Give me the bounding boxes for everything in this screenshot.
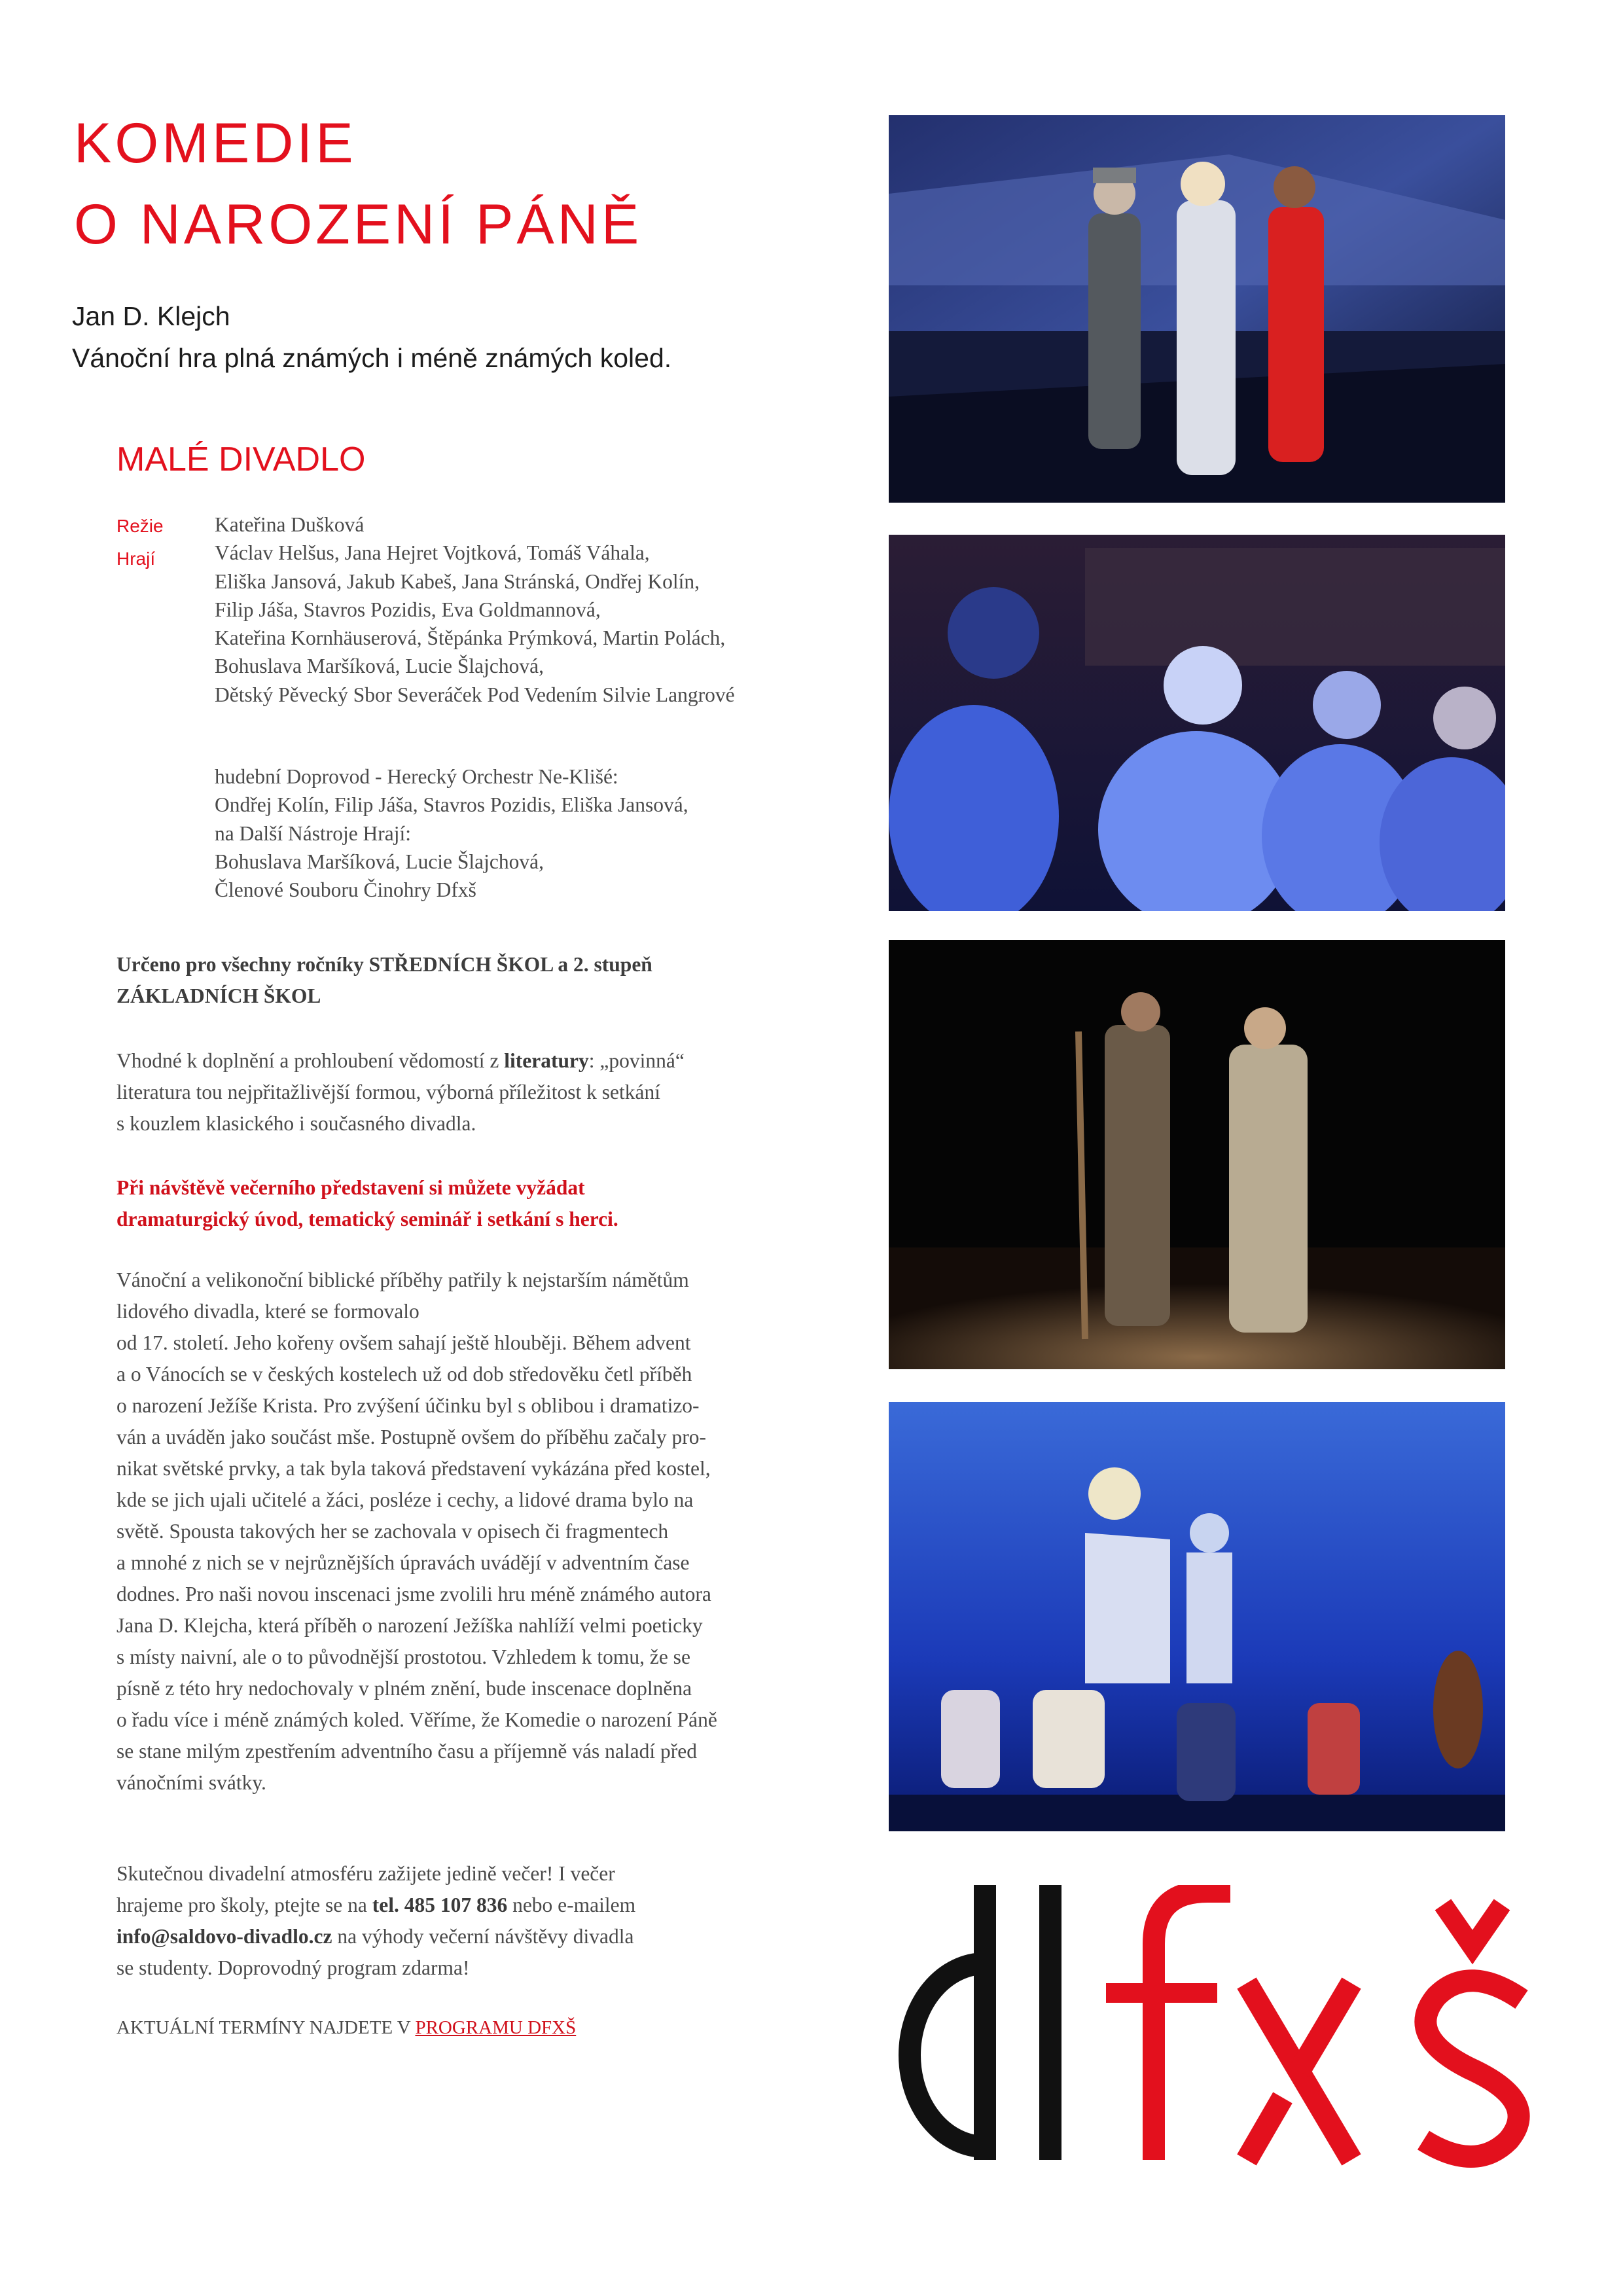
logo-caron — [1443, 1905, 1502, 1947]
music-line: Bohuslava Maršíková, Lucie Šlajchová, — [215, 850, 544, 873]
contact-block — [116, 1858, 843, 1984]
stage-photo-1 — [889, 115, 1505, 503]
description-line: vánočními svátky. — [116, 1771, 266, 1794]
description-line: a o Vánocích se v českých kostelech už od dob středověku četl příběh — [116, 1363, 692, 1386]
dfxs-logo — [880, 1885, 1587, 2173]
highlight-block — [116, 1172, 843, 1235]
description-line: lidového divadla, které se formovalo — [116, 1300, 419, 1323]
director-name: Kateřina Dušková — [215, 513, 365, 536]
literature-bold: literatury — [504, 1049, 589, 1072]
recommend-line — [116, 1045, 843, 1077]
audience-line: Určeno pro všechny ročníky STŘEDNÍCH ŠKOL a 2. stupeň — [116, 953, 652, 976]
description-line: světě. Spousta takových her se zachovala v opisech či fragmentech — [116, 1520, 669, 1543]
recommend-line: s kouzlem klasického i současného divadla. — [116, 1112, 476, 1135]
music-line: na Další Nástroje Hrají: — [215, 821, 412, 845]
contact-text: hrajeme pro školy, ptejte se na — [116, 1893, 372, 1916]
audience-line: ZÁKLADNÍCH ŠKOL — [116, 984, 321, 1007]
stage-photo-4 — [889, 1402, 1505, 1831]
cast-line: Kateřina Kornhäuserová, Štěpánka Prýmková, Martin Polách, — [215, 626, 726, 650]
audience-block — [116, 949, 843, 1012]
music-line: Ondřej Kolín, Filip Jáša, Stavros Pozidis, Eliška Jansová, — [215, 793, 688, 817]
music-block — [215, 762, 843, 904]
recommend-text: Vhodné k doplnění a prohloubení vědomostí z — [116, 1049, 505, 1072]
program-prefix: AKTUÁLNÍ TERMÍNY NAJDETE V — [116, 2017, 416, 2038]
contact-line — [116, 1890, 843, 1921]
logo-letter-s — [1423, 1981, 1522, 2157]
cast-line: Dětský Pěvecký Sbor Severáček Pod Vedením Silvie Langrové — [215, 683, 735, 706]
tagline: Vánoční hra plná známých i méně známých koled. — [72, 343, 672, 373]
cast-label: Hrají — [116, 548, 156, 569]
music-line: hudební Doprovod - Herecký Orchestr Ne-Klišé: — [215, 765, 618, 788]
title-line-1: KOMEDIE — [74, 112, 357, 175]
description-line: o řadu více i méně známých koled. Věříme, že Komedie o narození Páně — [116, 1708, 717, 1731]
cast-line: Bohuslava Maršíková, Lucie Šlajchová, — [215, 655, 544, 678]
logo-letter-x-b — [1299, 1983, 1351, 2072]
description-line: písně z této hry nedochovaly v plném znění, bude inscenace doplněna — [116, 1677, 692, 1700]
logo-letter-x-c — [1247, 2098, 1283, 2160]
description-line: se stane milým zpestřením adventního času a příjemně vás naladí před — [116, 1740, 697, 1763]
recommend-text: : „povinná“ — [588, 1049, 685, 1072]
title-line-2: O NAROZENÍ PÁNĚ — [74, 193, 643, 256]
description-line: dodnes. Pro naši novou inscenaci jsme zvolili hru méně známého autora — [116, 1583, 711, 1605]
author: Jan D. Klejch — [72, 301, 230, 331]
description-line: ván a uváděn jako součást mše. Postupně ovšem do příběhu začaly pro- — [116, 1426, 707, 1448]
description-block — [116, 1265, 843, 1799]
logo-letter-d-stem — [974, 1885, 996, 2160]
logo-letter-f-bar — [1106, 1983, 1217, 2003]
program-line — [116, 2012, 843, 2043]
cast-line: Eliška Jansová, Jakub Kabeš, Jana Stránská, Ondřej Kolín, — [215, 569, 700, 593]
highlight-line: dramaturgický úvod, tematický seminář i setkání s herci. — [116, 1208, 618, 1230]
description-line: kde se jich ujali učitelé a žáci, posléze i cechy, a lidové drama bylo na — [116, 1488, 694, 1511]
credits-block — [215, 511, 843, 709]
description-line: od 17. století. Jeho kořeny ovšem sahají ještě hlouběji. Během advent — [116, 1331, 691, 1354]
highlight-line: Při návštěvě večerního představení si můžete vyžádat — [116, 1176, 585, 1199]
director-label: Režie — [116, 516, 164, 536]
logo-letter-f-stem — [1154, 1892, 1230, 2160]
contact-line: se studenty. Doprovodný program zdarma! — [116, 1956, 470, 1979]
cast-line: Václav Helšus, Jana Hejret Vojtková, Tomáš Váhala, — [215, 541, 650, 565]
description-line: nikat světské prvky, a tak byla taková představení vykázána před kostel, — [116, 1457, 711, 1480]
stage-photo-3 — [889, 940, 1505, 1369]
program-link[interactable]: PROGRAMU DFXŠ — [415, 2017, 577, 2038]
contact-text: nebo e-mailem — [507, 1893, 636, 1916]
stage-photo-2 — [889, 535, 1505, 911]
description-line: Jana D. Klejcha, která příběh o narození Ježíška nahlíží velmi poeticky — [116, 1614, 703, 1637]
description-line: o narození Ježíše Krista. Pro zvýšení účinku byl s oblibou i dramatizo- — [116, 1394, 700, 1417]
phone-number[interactable]: tel. 485 107 836 — [372, 1893, 508, 1916]
contact-line — [116, 1921, 843, 1952]
recommend-block — [116, 1045, 843, 1139]
music-line: Členové Souboru Činohry Dfxš — [215, 878, 476, 902]
cast-line: Filip Jáša, Stavros Pozidis, Eva Goldmannová, — [215, 598, 601, 621]
recommend-line: literatura tou nejpřitažlivější formou, výborná příležitost k setkání — [116, 1081, 661, 1103]
description-line: Vánoční a velikonoční biblické příběhy patřily k nejstarším námětům — [116, 1268, 689, 1291]
logo-letter-l — [1039, 1885, 1061, 2160]
contact-text: na výhody večerní návštěvy divadla — [332, 1925, 634, 1948]
description-line: a mnohé z nich se v nejrůznějších úpravách uvádějí v adventním čase — [116, 1551, 690, 1574]
email-address[interactable]: info@saldovo-divadlo.cz — [116, 1925, 332, 1948]
contact-line: Skutečnou divadelní atmosféru zažijete jedině večer! I večer — [116, 1862, 615, 1885]
description-line: s místy naivní, ale o to původnější prostotou. Vzhledem k tomu, že se — [116, 1645, 690, 1668]
logo-letter-d-bowl — [910, 1964, 985, 2147]
venue-heading: MALÉ DIVADLO — [116, 440, 366, 478]
